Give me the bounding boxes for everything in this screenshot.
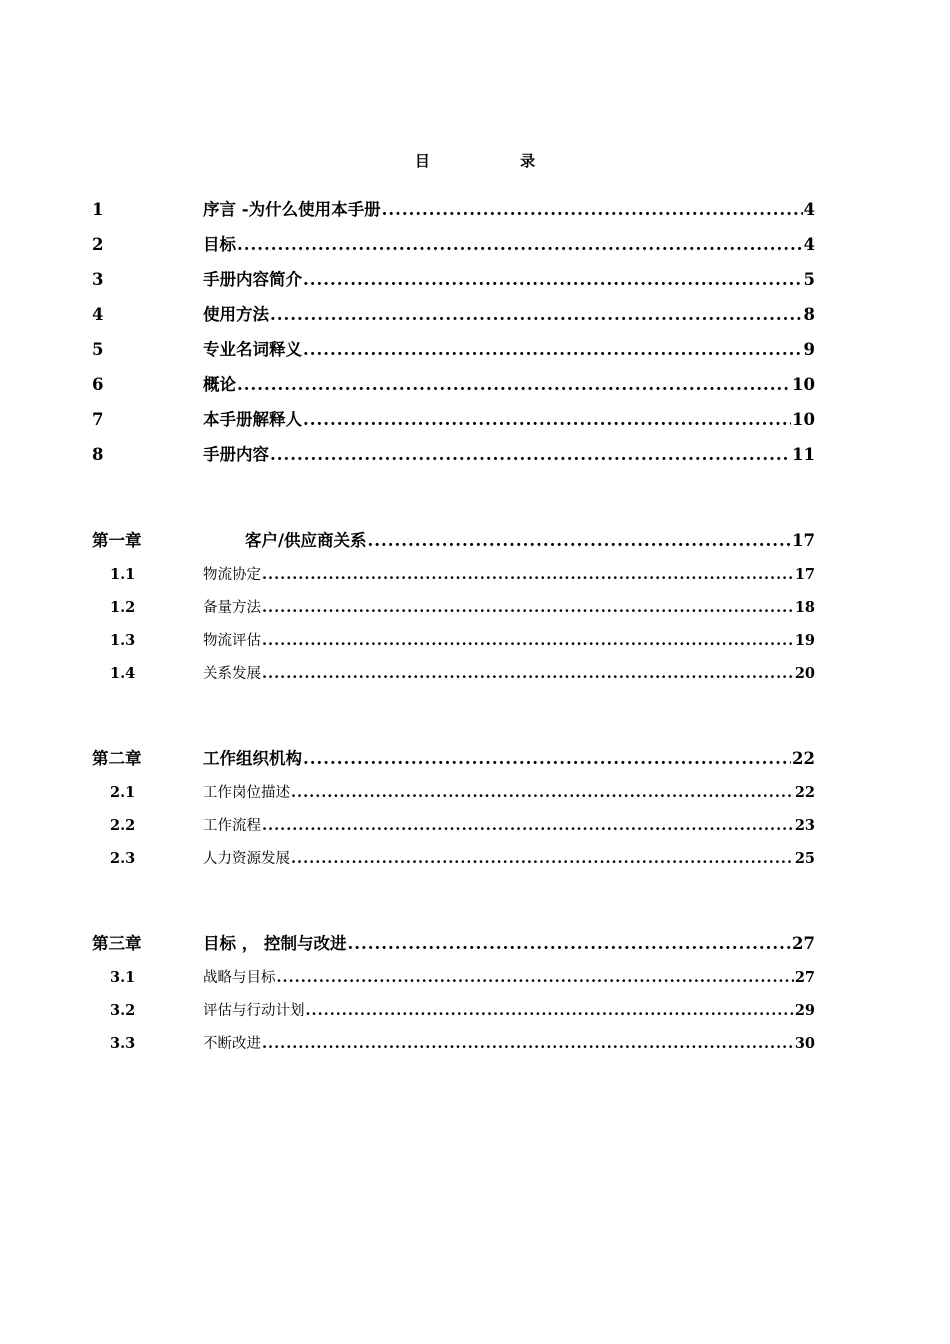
toc-leader-dots xyxy=(303,269,803,291)
toc-entry[interactable] xyxy=(0,663,950,685)
toc-entry-number: 3.3 xyxy=(110,1035,136,1052)
toc-entry-title: 不断改进 xyxy=(203,1036,261,1052)
toc-entry-page: 11 xyxy=(792,445,815,464)
toc-entry-number: 3 xyxy=(92,270,104,289)
toc-entry[interactable] xyxy=(0,967,950,989)
toc-entry[interactable] xyxy=(0,748,950,770)
toc-entry-page: 27 xyxy=(792,934,815,953)
toc-entry-number: 2.1 xyxy=(110,784,136,801)
toc-entry-page: 27 xyxy=(794,969,815,986)
toc-entry-title: 目标 xyxy=(203,235,236,254)
toc-entry-page: 9 xyxy=(803,340,815,359)
toc-entry[interactable] xyxy=(0,304,950,326)
toc-entry-title: 工作组织机构 xyxy=(203,749,302,768)
toc-entry-title: 战略与目标 xyxy=(203,970,276,986)
toc-leader-dots xyxy=(270,444,791,466)
toc-entry-title: 序言 -为什么使用本手册 xyxy=(203,200,381,219)
toc-leader-dots xyxy=(262,630,794,652)
toc-entry-page: 10 xyxy=(792,410,815,429)
toc-entry-number: 6 xyxy=(92,375,104,394)
toc-leader-dots xyxy=(262,564,794,586)
toc-entry-number: 3.2 xyxy=(110,1002,136,1019)
toc-entry-number: 1.4 xyxy=(110,665,136,682)
toc-entry-title: 概论 xyxy=(203,375,236,394)
toc-title xyxy=(0,150,950,171)
toc-entry-title: 评估与行动计划 xyxy=(203,1003,305,1019)
toc-entry[interactable] xyxy=(0,339,950,361)
toc-entry-page: 8 xyxy=(803,305,815,324)
toc-leader-dots xyxy=(262,597,794,619)
toc-entry-title: 客户/供应商关系 xyxy=(245,531,367,550)
toc-entry-page: 5 xyxy=(803,270,815,289)
toc-entry[interactable] xyxy=(0,234,950,256)
toc-leader-dots xyxy=(382,199,803,221)
toc-entry[interactable] xyxy=(0,530,950,552)
toc-entry-number: 3.1 xyxy=(110,969,136,986)
toc-entry-page: 23 xyxy=(794,817,815,834)
toc-leader-dots xyxy=(306,1000,794,1022)
toc-entry-page: 20 xyxy=(794,665,815,682)
toc-entry[interactable] xyxy=(0,630,950,652)
toc-entry-number: 1 xyxy=(92,200,104,219)
toc-entry-title: 专业名词释义 xyxy=(203,340,302,359)
toc-entry-number: 1.2 xyxy=(110,599,136,616)
toc-entry-number: 第一章 xyxy=(92,531,142,550)
toc-entry-title: 手册内容简介 xyxy=(203,270,302,289)
toc-entry-page: 22 xyxy=(794,784,815,801)
toc-entry-number: 2 xyxy=(92,235,104,254)
toc-leader-dots xyxy=(291,782,794,804)
toc-title-right: 录 xyxy=(520,152,536,170)
toc-entry-number: 8 xyxy=(92,445,104,464)
toc-leader-dots xyxy=(270,304,803,326)
toc-entry-number: 2.2 xyxy=(110,817,136,834)
toc-entry-title: 物流协定 xyxy=(203,567,261,583)
toc-leader-dots xyxy=(262,663,794,685)
toc-entry[interactable] xyxy=(0,269,950,291)
toc-entry-page: 29 xyxy=(794,1002,815,1019)
toc-leader-dots xyxy=(291,848,794,870)
toc-entry-page: 25 xyxy=(794,850,815,867)
toc-entry-number: 4 xyxy=(92,305,104,324)
toc-entry[interactable] xyxy=(0,848,950,870)
toc-entry-title: 人力资源发展 xyxy=(203,851,290,867)
toc-entry-page: 19 xyxy=(794,632,815,649)
toc-leader-dots xyxy=(262,815,794,837)
toc-entry-number: 第二章 xyxy=(92,749,142,768)
toc-entry-title: 物流评估 xyxy=(203,633,261,649)
toc-entry[interactable] xyxy=(0,199,950,221)
toc-entry-page: 10 xyxy=(792,375,815,394)
toc-entry-title: 关系发展 xyxy=(203,666,261,682)
toc-leader-dots xyxy=(303,748,791,770)
toc-leader-dots xyxy=(348,933,792,955)
toc-entry-number: 1.1 xyxy=(110,566,136,583)
toc-entry-title: 使用方法 xyxy=(203,305,269,324)
toc-entry-number: 1.3 xyxy=(110,632,136,649)
toc-entry-page: 4 xyxy=(803,200,815,219)
toc-leader-dots xyxy=(237,374,791,396)
toc-entry-page: 18 xyxy=(794,599,815,616)
toc-entry-number: 第三章 xyxy=(92,934,142,953)
toc-entry-title: 备量方法 xyxy=(203,600,261,616)
toc-entry-title: 手册内容 xyxy=(203,445,269,464)
toc-entry-title: 工作岗位描述 xyxy=(203,785,290,801)
toc-leader-dots xyxy=(237,234,803,256)
toc-entry[interactable] xyxy=(0,597,950,619)
toc-entry[interactable] xyxy=(0,444,950,466)
toc-entry[interactable] xyxy=(0,1000,950,1022)
toc-entry[interactable] xyxy=(0,564,950,586)
toc-entry[interactable] xyxy=(0,933,950,955)
toc-entry-title: 本手册解释人 xyxy=(203,410,302,429)
toc-entry-page: 17 xyxy=(792,531,815,550)
toc-entry-title: 工作流程 xyxy=(203,818,261,834)
toc-entry[interactable] xyxy=(0,374,950,396)
toc-entry-number: 5 xyxy=(92,340,104,359)
toc-entry-number: 7 xyxy=(92,410,104,429)
toc-entry[interactable] xyxy=(0,782,950,804)
toc-entry[interactable] xyxy=(0,815,950,837)
toc-entry-page: 30 xyxy=(794,1035,815,1052)
toc-entry-page: 22 xyxy=(792,749,815,768)
toc-leader-dots xyxy=(303,339,803,361)
toc-entry-title: 目标 ， 控制与改进 xyxy=(203,934,347,953)
toc-leader-dots xyxy=(277,967,794,989)
toc-entry-page: 4 xyxy=(803,235,815,254)
toc-entry[interactable] xyxy=(0,409,950,431)
toc-entry[interactable] xyxy=(0,1033,950,1055)
toc-entry-number: 2.3 xyxy=(110,850,136,867)
toc-leader-dots xyxy=(368,530,792,552)
toc-leader-dots xyxy=(303,409,791,431)
toc-title-left: 目 xyxy=(414,152,430,170)
toc-leader-dots xyxy=(262,1033,794,1055)
toc-entry-page: 17 xyxy=(794,566,815,583)
